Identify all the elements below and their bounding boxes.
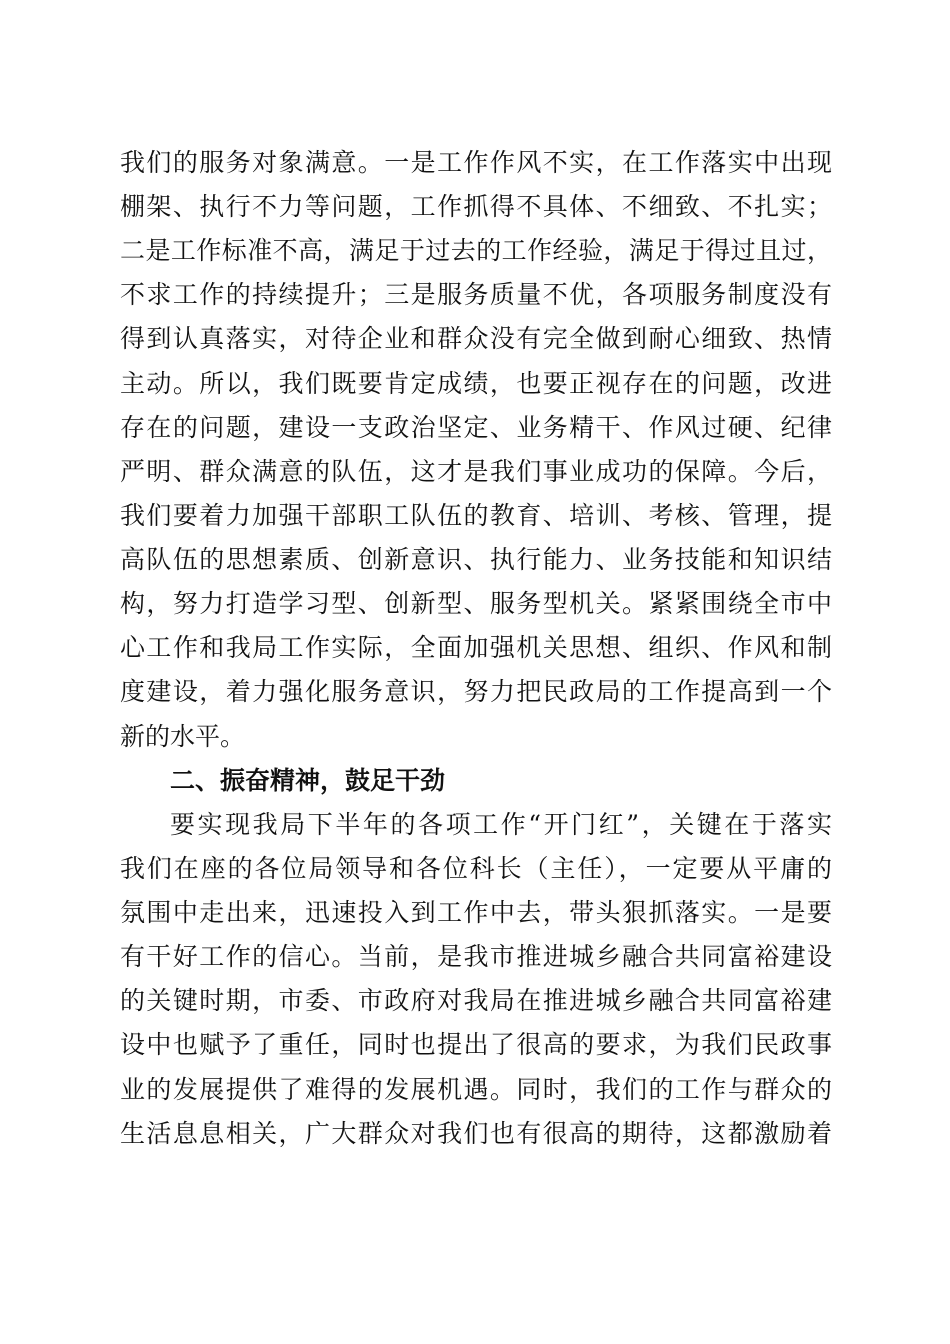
body-text-line: 二是工作标准不高，满足于过去的工作经验，满足于得过且过，	[120, 236, 832, 265]
body-text-line: 得到认真落实，对待企业和群众没有完全做到耐心细致、热情	[120, 324, 832, 353]
body-text-line: 高队伍的思想素质、创新意识、执行能力、业务技能和知识结	[120, 545, 832, 574]
body-text-line: 严明、群众满意的队伍，这才是我们事业成功的保障。今后，	[120, 457, 832, 486]
body-text-line: 要实现我局下半年的各项工作“开门红”，关键在于落实	[170, 810, 832, 839]
body-text-line: 设中也赋予了重任，同时也提出了很高的要求，为我们民政事	[120, 1030, 832, 1059]
body-text-line: 存在的问题，建设一支政治坚定、业务精干、作风过硬、纪律	[120, 413, 832, 442]
body-text-line: 我们要着力加强干部职工队伍的教育、培训、考核、管理，提	[120, 501, 832, 530]
body-text-line: 度建设，着力强化服务意识，努力把民政局的工作提高到一个	[120, 677, 832, 706]
body-text-line: 有干好工作的信心。当前，是我市推进城乡融合共同富裕建设	[120, 942, 832, 971]
body-text-line: 棚架、执行不力等问题，工作抓得不具体、不细致、不扎实；	[120, 192, 832, 221]
body-text-line: 的关键时期，市委、市政府对我局在推进城乡融合共同富裕建	[120, 986, 832, 1015]
body-text-line: 氛围中走出来，迅速投入到工作中去，带头狠抓落实。一是要	[120, 898, 832, 927]
body-text-line: 构，努力打造学习型、创新型、服务型机关。紧紧围绕全市中	[120, 589, 832, 618]
body-text-line: 我们在座的各位局领导和各位科长（主任），一定要从平庸的	[120, 854, 832, 883]
body-text-line: 不求工作的持续提升；三是服务质量不优，各项服务制度没有	[120, 280, 832, 309]
body-text-line: 新的水平。	[120, 722, 246, 751]
section-heading: 二、振奋精神，鼓足干劲	[170, 766, 446, 795]
body-text-line: 心工作和我局工作实际，全面加强机关思想、组织、作风和制	[120, 633, 832, 662]
body-text-line: 业的发展提供了难得的发展机遇。同时，我们的工作与群众的	[120, 1075, 832, 1104]
body-text-line: 生活息息相关，广大群众对我们也有很高的期待，这都激励着	[120, 1119, 832, 1148]
body-text-line: 我们的服务对象满意。一是工作作风不实，在工作落实中出现	[120, 148, 832, 177]
body-text-line: 主动。所以，我们既要肯定成绩，也要正视存在的问题，改进	[120, 369, 832, 398]
